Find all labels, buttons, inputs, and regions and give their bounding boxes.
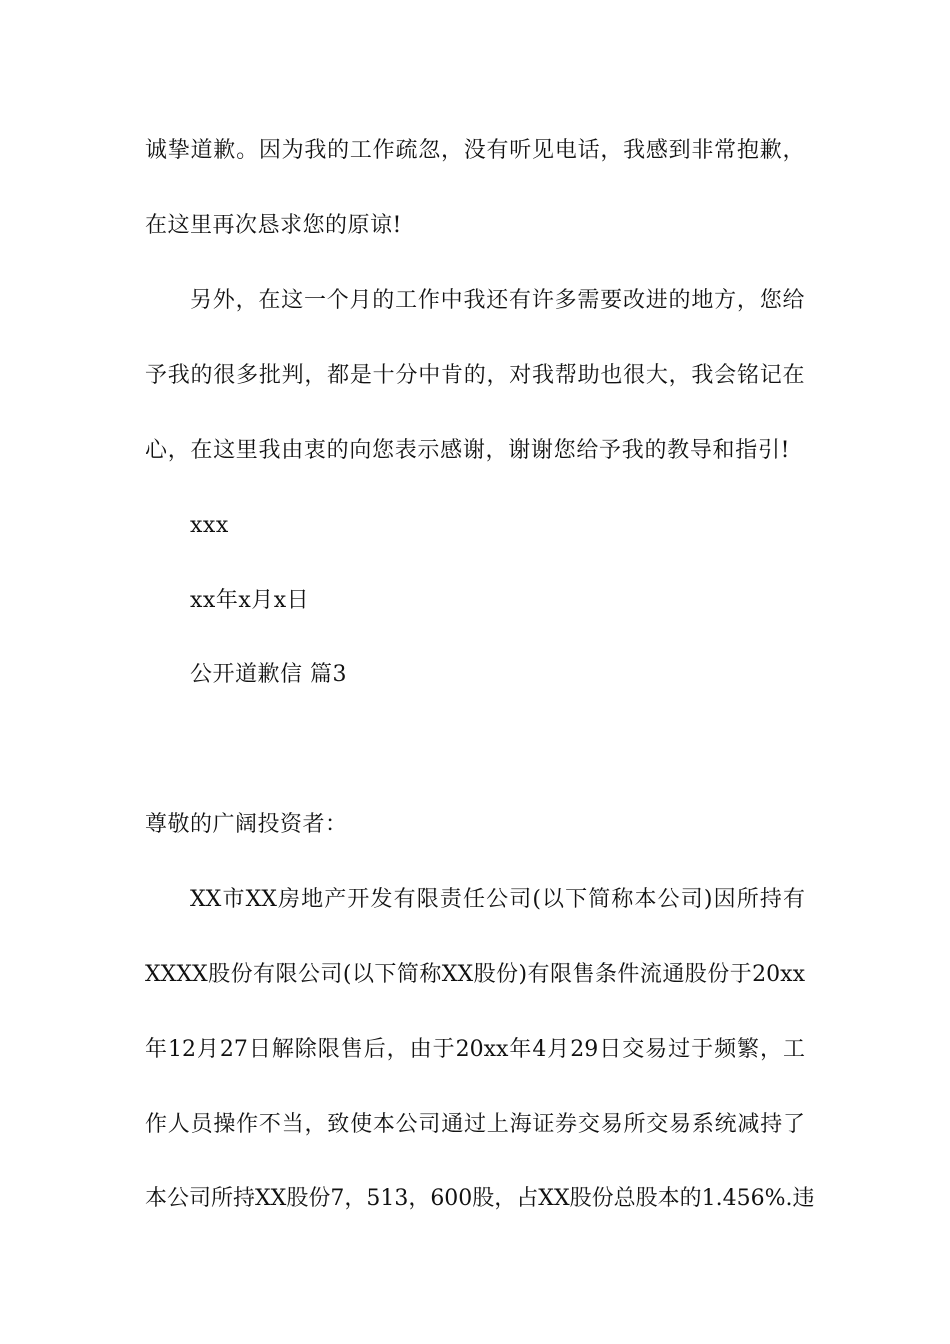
paragraph-line: 予我的很多批判，都是十分中肯的，对我帮助也很大，我会铭记在 <box>145 363 805 388</box>
paragraph-line: 另外，在这一个月的工作中我还有许多需要改进的地方，您给 <box>190 288 805 313</box>
paragraph-line: 作人员操作不当，致使本公司通过上海证券交易所交易系统减持了 <box>145 1112 805 1137</box>
paragraph-line: 年12月27日解除限售后，由于20xx年4月29日交易过于频繁，工 <box>145 1037 805 1062</box>
paragraph-line: 本公司所持XX股份7，513，600股，占XX股份总股本的1.456%.违 <box>145 1186 815 1211</box>
paragraph-line: 在这里再次恳求您的原谅! <box>145 213 402 238</box>
section-title: 公开道歉信 篇3 <box>190 662 347 687</box>
paragraph-line: 诚挚道歉。因为我的工作疏忽，没有听见电话，我感到非常抱歉， <box>145 138 805 163</box>
paragraph-line: XXXX股份有限公司(以下简称XX股份)有限售条件流通股份于20xx <box>145 962 805 987</box>
salutation: 尊敬的广阔投资者： <box>145 812 348 837</box>
paragraph-line: 心，在这里我由衷的向您表示感谢，谢谢您给予我的教导和指引! <box>145 438 790 463</box>
signature-name: xxx <box>190 513 229 538</box>
paragraph-line: XX市XX房地产开发有限责任公司(以下简称本公司)因所持有 <box>190 887 805 912</box>
signature-date: xx年x月x日 <box>190 588 310 613</box>
